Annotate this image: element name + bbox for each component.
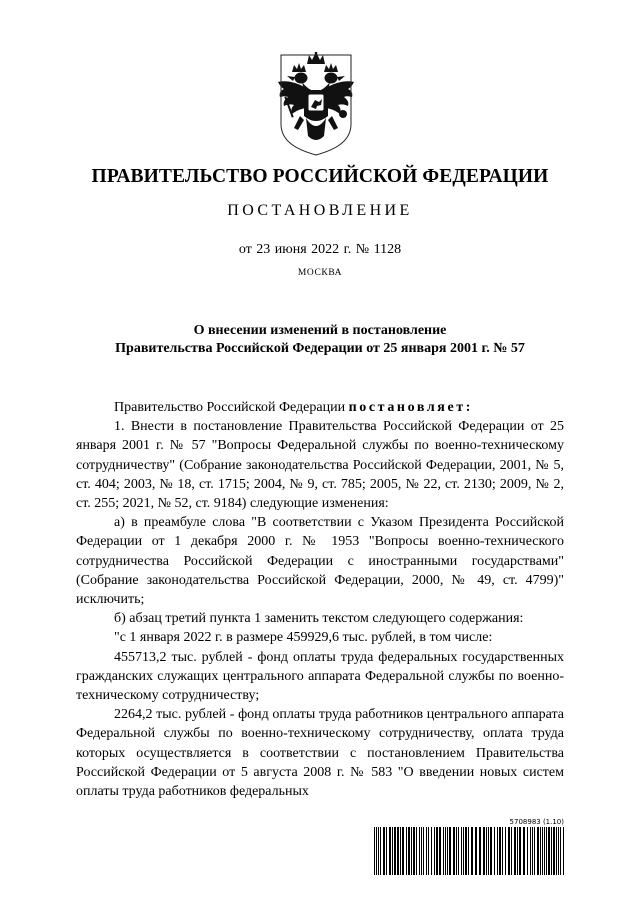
subject-line-1: О внесении изменений в постановление: [193, 323, 447, 338]
date-and-number: от 23 июня 2022 г. № 1128: [238, 242, 402, 257]
paragraph-5: 455713,2 тыс. рублей - фонд оплаты труда федеральных государственных гражданских служащих центрального аппарата Федеральной службы по военно-техническому сотрудничеству;: [76, 649, 564, 704]
subject-line-2: Правительства Российской Федерации от 25 января 2001 г. № 57: [115, 341, 525, 356]
barcode-number: 5708983 (1.10): [509, 818, 564, 826]
coat-of-arms-icon: [276, 52, 356, 156]
paragraph-2: а) в преамбуле слова "В соответствии с Указом Президента Российской Федерации от 1 декабря 2000 г. № 1953 "Вопросы военно-технического сотрудничества Российской Федерации с иностранными государствами" (Собрание законодательства Российской Федерации, 2000, № 49, ст. 4799)" исключить;: [76, 515, 564, 608]
paragraph-4: "с 1 января 2022 г. в размере 459929,6 тыс. рублей, в том числе:: [114, 630, 493, 646]
paragraph-6: 2264,2 тыс. рублей - фонд оплаты труда работников центрального аппарата Федеральной службы по военно-техническому сотрудничеству, оплата труда которых осуществляется в соответствии с постановлением Правительства Российской Федерации от 5 августа 2008 г. № 583 "О введении новых систем оплаты труда работников федеральных: [76, 707, 564, 800]
document-type: ПОСТАНОВЛЕНИЕ: [227, 202, 413, 219]
government-title: ПРАВИТЕЛЬСТВО РОССИЙСКОЙ ФЕДЕРАЦИИ: [91, 166, 549, 187]
document-body: [76, 398, 564, 801]
opening-paragraph: [76, 398, 564, 417]
city: МОСКВА: [297, 268, 343, 278]
resolves-word: постановляет:: [348, 400, 473, 415]
barcode-block: [374, 818, 568, 878]
paragraph-1: 1. Внести в постановление Правительства Российской Федерации от 25 января 2001 г. № 57 "Вопросы Федеральной службы по военно-техническому сотрудничеству" (Собрание законодательства Российской Федерации, 2001, № 5, ст. 404; 2003, № 18, ст. 1715; 2004, № 9, ст. 785; 2005, № 22, ст. 2130; 2009, № 2, ст. 255; 2021, № 52, ст. 9184) следующие изменения:: [76, 419, 564, 512]
barcode-icon: [374, 827, 568, 875]
opening-text: Правительство Российской Федерации: [114, 400, 346, 415]
paragraph-3: б) абзац третий пункта 1 заменить текстом следующего содержания:: [114, 611, 524, 627]
document-subject: [0, 322, 640, 358]
